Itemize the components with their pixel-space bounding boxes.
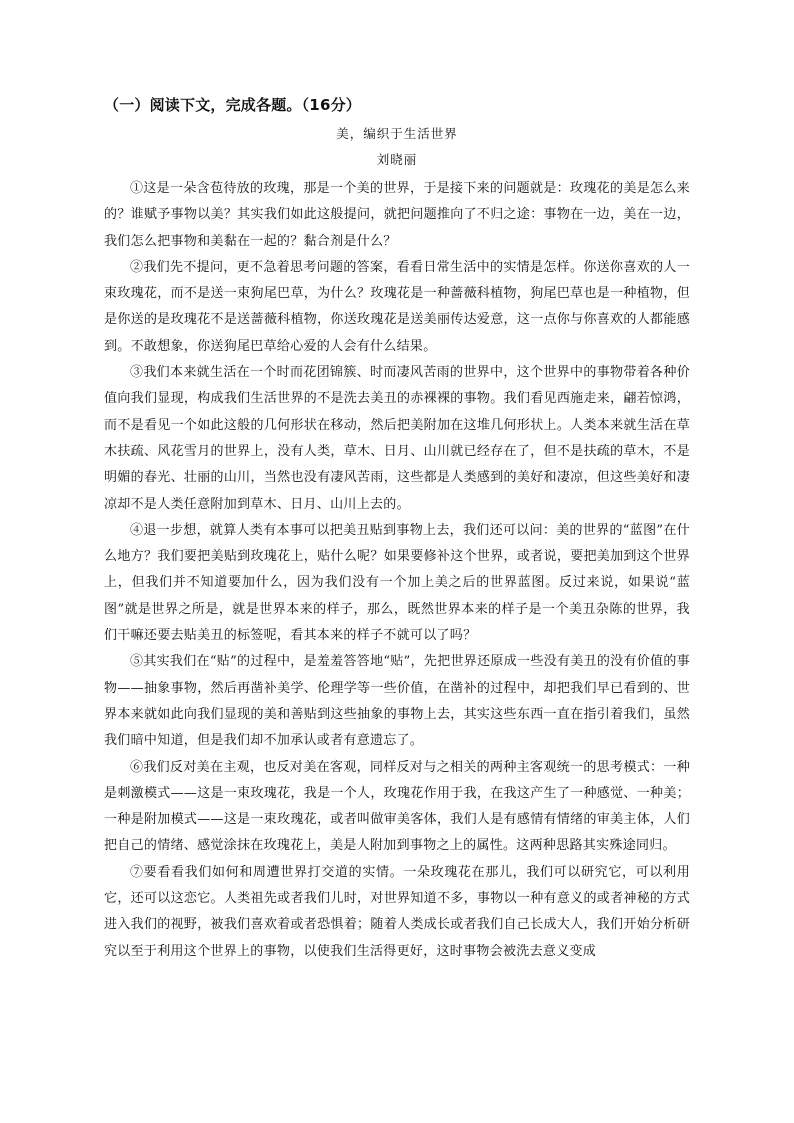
- section-heading: （一）阅读下文，完成各题。（16分）: [104, 96, 361, 114]
- paragraph-2: ②我们先不提问，更不急着思考问题的答案，看看日常生活中的实情是怎样。你送你喜欢的人一束玫瑰花，而不是送一束狗尾巴草，为什么？玫瑰花是一种蔷薇科植物，狗尾巴草也是一种植物，但是你送的是玫瑰花不是送蔷薇科植物，你送玫瑰花是送美丽传达爱意，这一点你与你喜欢的人都能感到。不敢想象，你送狗尾巴草给心爱的人会有什么结果。: [104, 259, 690, 354]
- article-title: 美，编织于生活世界: [336, 126, 458, 141]
- paragraph-7: ⑦要看看我们如何和周遭世界打交道的实情。一朵玫瑰花在那儿，我们可以研究它，可以利用它，还可以这恋它。人类祖先或者我们儿时，对世界知道不多，事物以一种有意义的或者神秘的方式进入我们的视野，被我们喜欢着或者恐惧着；随着人类成长或者我们自己长成大人，我们开始分析研究以至于利用这个世界上的事物，以使我们生活得更好，这时事物会被洗去意义变成: [104, 864, 690, 959]
- paragraph-5: ⑤其实我们在“贴”的过程中，是羞羞答答地“贴”，先把世界还原成一些没有美丑的没有价值的事物——抽象事物，然后再凿补美学、伦理学等一些价值，在凿补的过程中，却把我们早已看到的、世界本来就如此向我们显现的美和善贴到这些抽象的事物上去，其实这些东西一直在指引着我们，虽然我们暗中知道，但是我们却不加承认或者有意遗忘了。: [104, 654, 690, 749]
- paragraph-1: ①这是一朵含苞待放的玫瑰，那是一个美的世界，于是接下来的问题就是：玫瑰花的美是怎么来的？谁赋予事物以美？其实我们如此这般提问，就把问题推向了不归之途：事物在一边，美在一边，我们怎么把事物和美黏在一起的？黏合剂是什么？: [104, 181, 690, 249]
- paragraph-3: ③我们本来就生活在一个时而花团锦簇、时而凄风苦雨的世界中，这个世界中的事物带着各种价值向我们显现，构成我们生活世界的不是洗去美丑的赤裸裸的事物。我们看见西施走来，翩若惊鸿，而不是看见一个如此这般的几何形状在移动，然后把美附加在这堆几何形状上。人类本来就生活在草木扶疏、风花雪月的世界上，没有人类，草木、日月、山川就已经存在了，但不是扶疏的草木，不是明媚的春光、壮丽的山川，当然也没有凄风苦雨，这些都是人类感到的美好和凄凉，但这些美好和凄凉却不是人类任意附加到草木、日月、山川上去的。: [104, 365, 690, 512]
- article-author: 刘晓丽: [376, 152, 418, 167]
- paragraph-4: ④退一步想，就算人类有本事可以把美丑贴到事物上去，我们还可以问：美的世界的“蓝图”在什么地方？我们要把美贴到玫瑰花上，贴什么呢？如果要修补这个世界，或者说，要把美加到这个世界上，但我们并不知道要加什么，因为我们没有一个加上美之后的世界蓝图。反过来说，如果说“蓝图”就是世界之所是，就是世界本来的样子，那么，既然世界本来的样子是一个美丑杂陈的世界，我们干嘛还要去贴美丑的标签呢，看其本来的样子不就可以了吗？: [104, 522, 690, 644]
- paragraph-6: ⑥我们反对美在主观，也反对美在客观，同样反对与之相关的两种主客观统一的思考模式：一种是刺激模式——这是一束玫瑰花，我是一个人，玫瑰花作用于我，在我这产生了一种感觉、一种美；一种是附加模式——这是一束玫瑰花，或者叫做审美客体，我们人是有感情有情绪的审美主体，人们把自己的情绪、感觉涂抹在玫瑰花上，美是人附加到事物之上的属性。这两种思路其实殊途同归。: [104, 759, 690, 854]
